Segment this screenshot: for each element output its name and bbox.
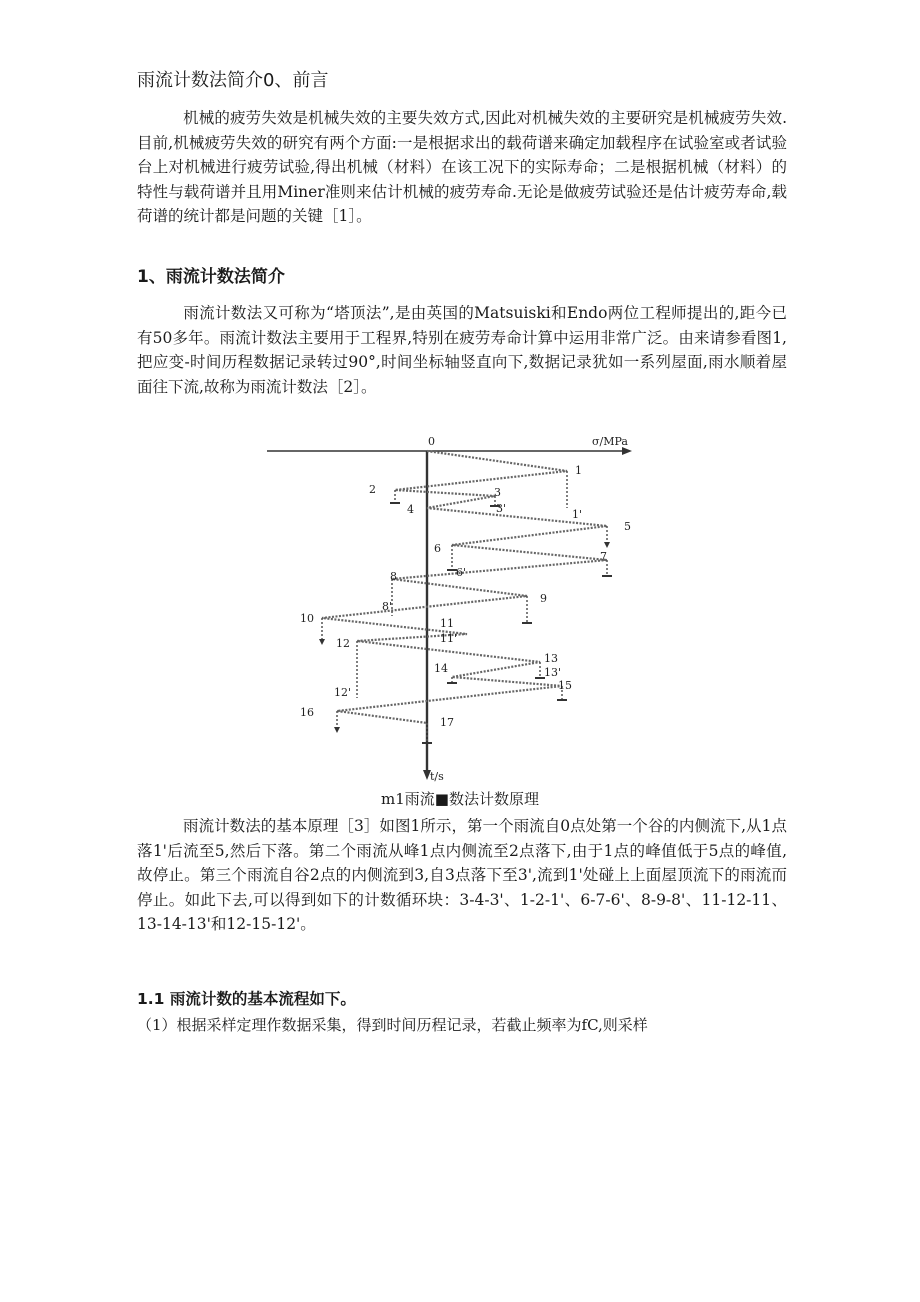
section-1-heading: 1、雨流计数法简介 — [137, 267, 285, 287]
point-label: 1' — [572, 508, 583, 521]
point-label: 5 — [624, 520, 631, 533]
rain-drop-lines — [322, 471, 607, 743]
figure-caption: m1雨流■数法计数原理 — [381, 790, 539, 808]
point-label: 11 — [440, 617, 454, 630]
point-label: 17 — [440, 716, 454, 729]
point-label: 12 — [336, 637, 350, 650]
section-1-paragraph-text: 雨流计数法又可称为“塔顶法”,是由英国的Matsuiski和Endo两位工程师提出的,距今已有50多年。雨流计数法主要用于工程界,特别在疲劳寿命计算中运用非常广泛。由来请参看图1,把应变-时间历程数据记录转过90°,时间坐标轴竖直向下,数据记录犹如一系列屋面,雨水顺着屋面往下流,故称为雨流计数法［2］。 — [137, 304, 787, 396]
intro-paragraph-text: 机械的疲劳失效是机械失效的主要失效方式,因此对机械失效的主要研究是机械疲劳失效.目前,机械疲劳失效的研究有两个方面:一是根据求出的载荷谱来确定加载程序在试验室或者试验台上对机械进行疲劳试验,得出机械（材料）在该工况下的实际寿命；二是根据机械（材料）的特性与载荷谱并且用Miner准则来估计机械的疲劳寿命.无论是做疲劳试验还是估计疲劳寿命,载荷谱的统计都是问题的关键［1］。 — [137, 109, 787, 225]
step-1-text: （1）根据采样定理作数据采集，得到时间历程记录，若截止频率为fC,则采样 — [137, 1016, 648, 1034]
point-label: 13 — [544, 652, 558, 665]
point-label: 6 — [434, 542, 441, 555]
section-1-paragraph — [137, 301, 787, 399]
x-axis-label: σ/MPa — [592, 435, 628, 448]
point-label: 4 — [407, 503, 414, 516]
point-label: 6' — [456, 566, 467, 579]
point-label: 15 — [558, 679, 572, 692]
point-label: 14 — [434, 662, 448, 675]
intro-paragraph — [137, 106, 787, 229]
y-axis-label: t/s — [430, 770, 444, 783]
point-label: 9 — [540, 592, 547, 605]
page-title: 雨流计数法简介0、前言 — [137, 70, 329, 91]
point-label: 10 — [300, 612, 314, 625]
point-label: 8' — [382, 600, 393, 613]
principle-paragraph-text: 雨流计数法的基本原理［3］如图1所示，第一个雨流自0点处第一个谷的内侧流下,从1点落1'后流至5,然后下落。第二个雨流从峰1点内侧流至2点落下,由于1点的峰值低于5点的峰值,故停止。第三个雨流自谷2点的内侧流到3,自3点落下至3',流到1'处碰上上面屋顶流下的雨流而停止。如此下去,可以得到如下的计数循环块：3-4-3'、1-2-1'、6-7-6'、8-9-8'、11-12-11、13-14-13'和12-15-12'。 — [137, 817, 787, 933]
section-1-1-heading: 1.1 雨流计数的基本流程如下。 — [137, 990, 356, 1008]
point-label: 1 — [575, 464, 582, 477]
point-label: 13' — [544, 666, 562, 679]
principle-paragraph — [137, 814, 787, 937]
point-label: 2 — [369, 483, 376, 496]
x-axis-arrow-icon — [622, 447, 632, 455]
point-label: 7 — [600, 550, 607, 563]
point-label: 11' — [440, 632, 458, 645]
point-label: 3' — [496, 502, 507, 515]
rainflow-figure — [262, 428, 642, 788]
point-label: 3 — [494, 486, 501, 499]
origin-label: 0 — [428, 435, 435, 448]
point-label: 16 — [300, 706, 314, 719]
point-label: 12' — [334, 686, 352, 699]
point-label: 8 — [390, 570, 397, 583]
